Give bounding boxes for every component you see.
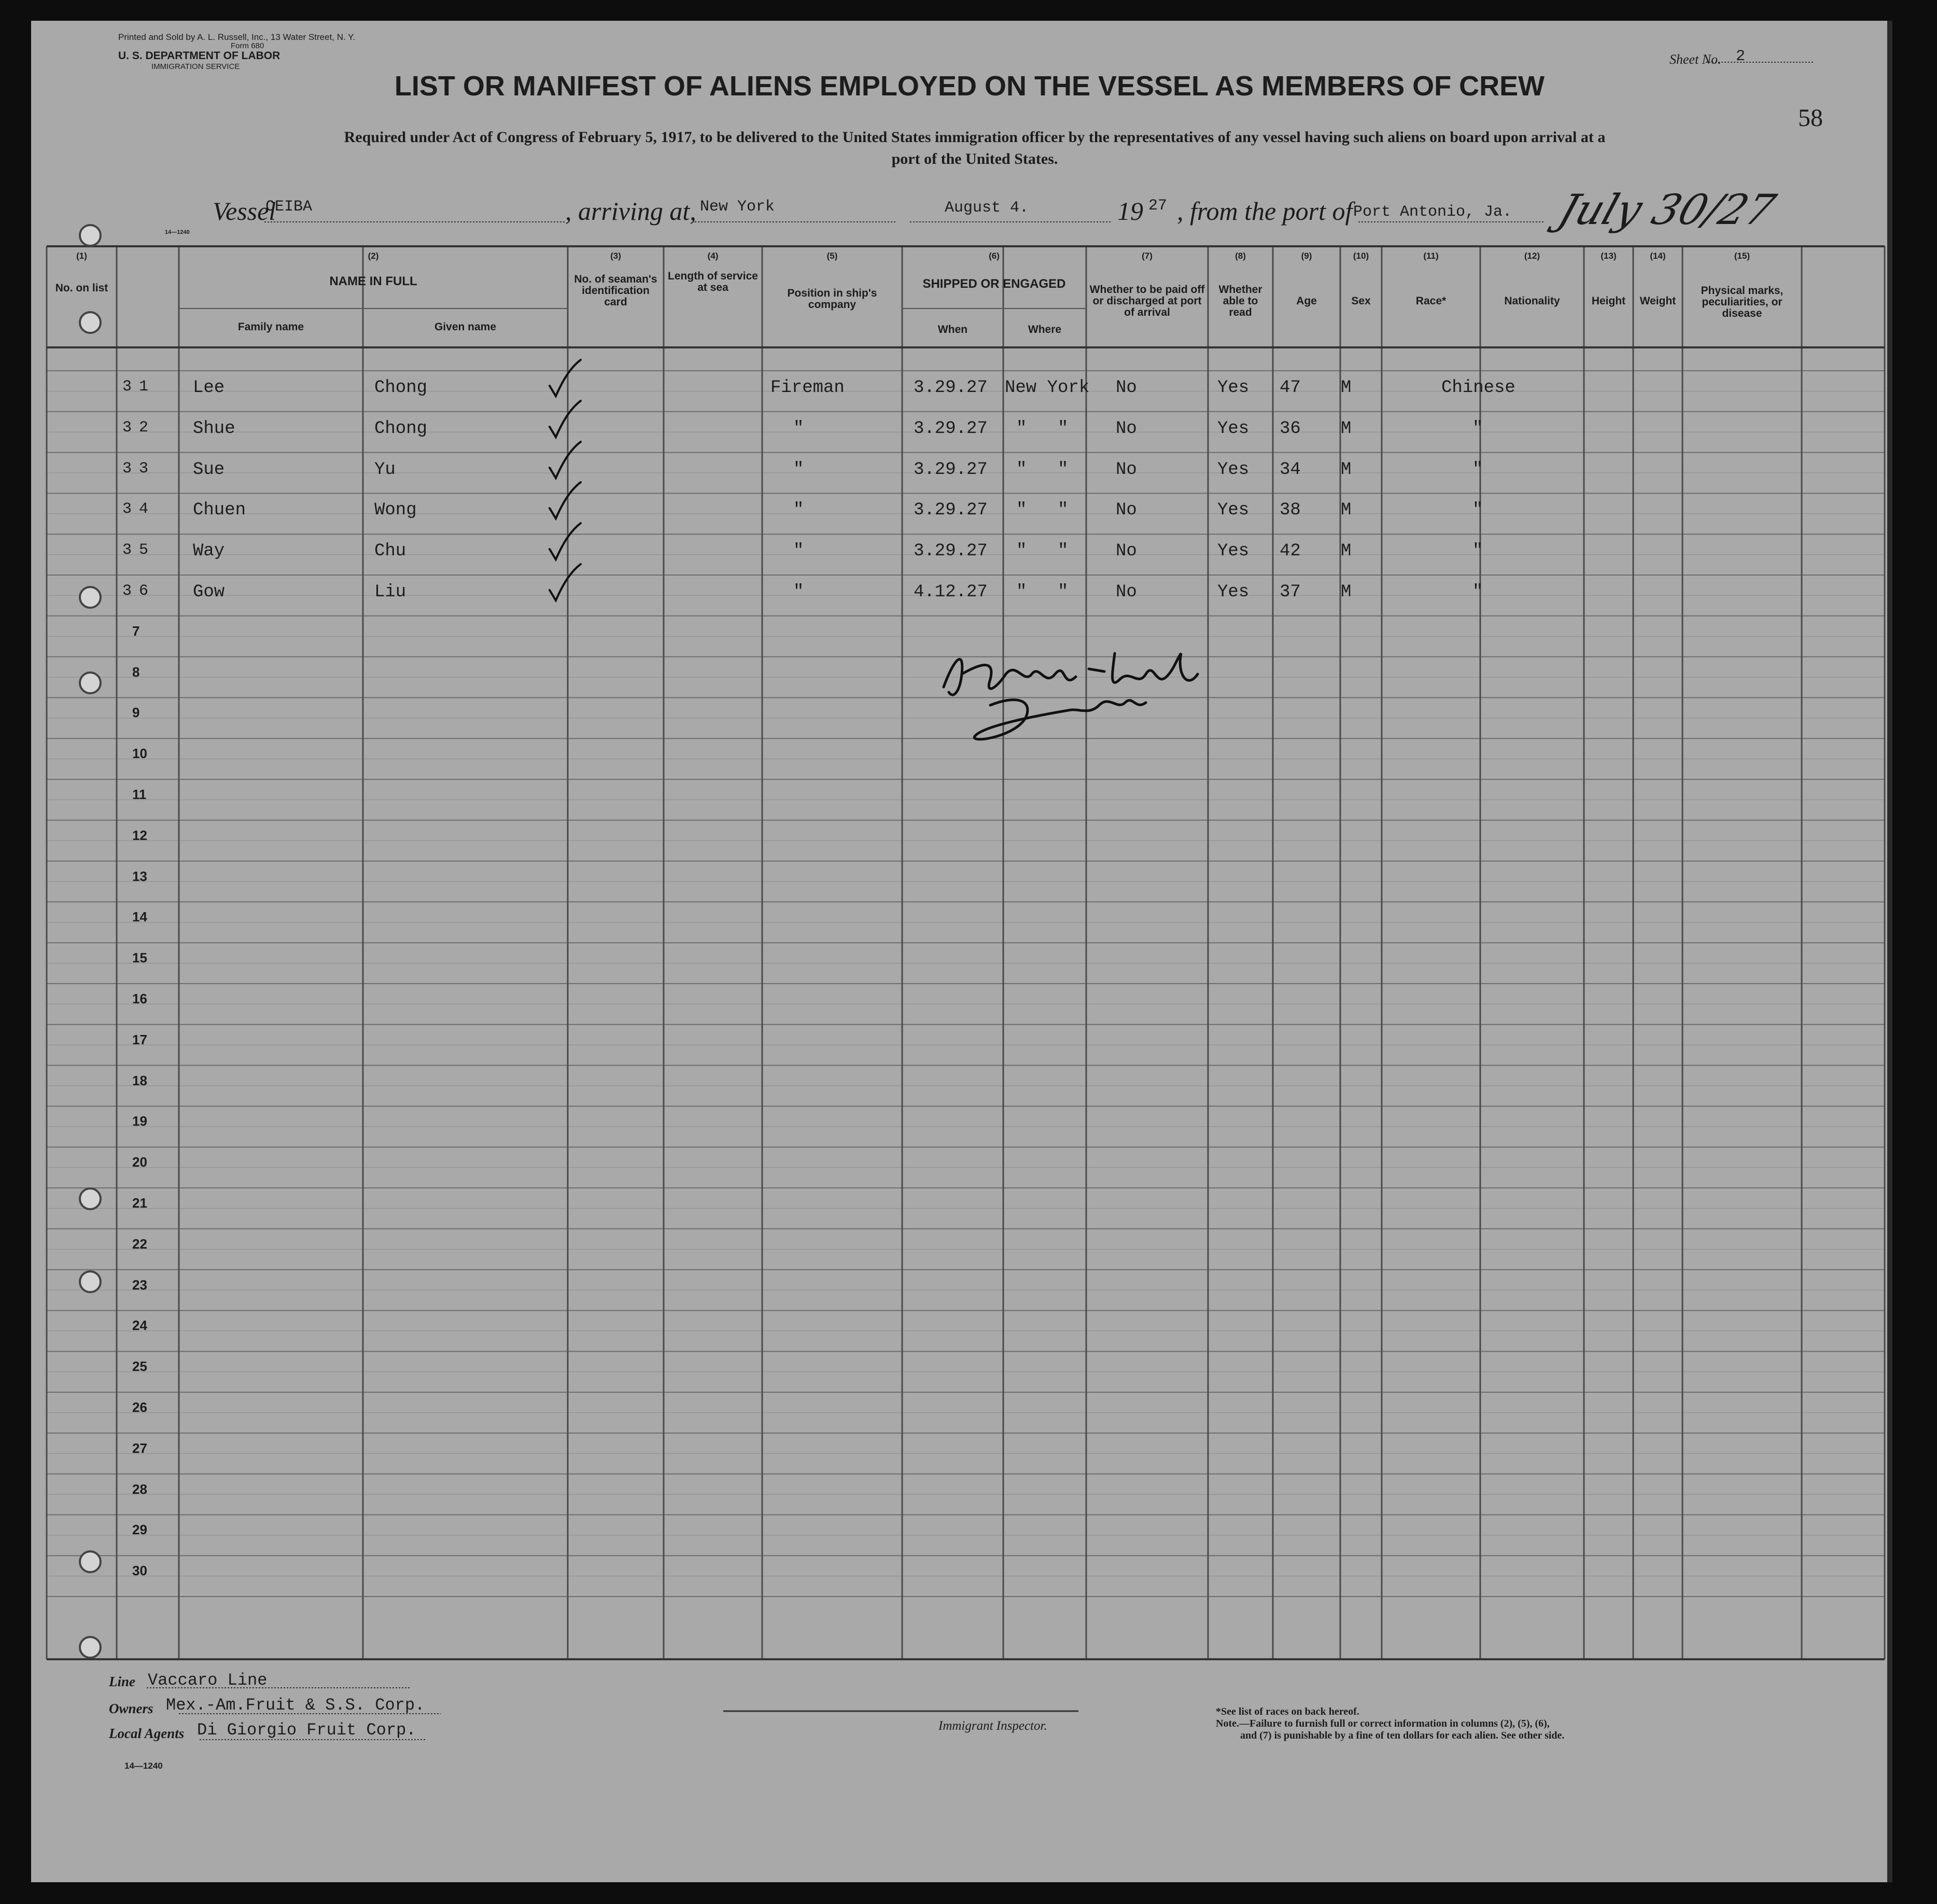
sex: M bbox=[1341, 541, 1352, 562]
header-col6-number: (6) bbox=[989, 251, 1000, 261]
family-name: Sue bbox=[193, 459, 225, 480]
check-mark-icon bbox=[544, 398, 586, 440]
header-col1: No. on list bbox=[55, 282, 108, 294]
paid-off: No bbox=[1116, 459, 1137, 480]
agents-label: Local Agents bbox=[109, 1726, 185, 1741]
paid-off: No bbox=[1116, 418, 1137, 439]
header-col8: Whether able to read bbox=[1218, 284, 1262, 319]
punch-hole-3 bbox=[79, 586, 102, 609]
empty-row-number: 8 bbox=[132, 664, 140, 680]
sex: M bbox=[1341, 459, 1352, 480]
header-col10-number: (10) bbox=[1353, 251, 1369, 261]
given-name: Chong bbox=[374, 418, 428, 439]
header-col2-number: (2) bbox=[368, 251, 379, 261]
age: 38 bbox=[1280, 500, 1301, 521]
empty-row-number: 21 bbox=[132, 1195, 147, 1211]
race: " bbox=[1472, 459, 1483, 480]
line-value: Vaccaro Line bbox=[148, 1671, 268, 1690]
header-col9: Age bbox=[1296, 295, 1317, 307]
printer-credit: Printed and Sold by A. L. Russell, Inc., 13 Water Street, N. Y. bbox=[118, 32, 356, 42]
punch-hole-4 bbox=[79, 671, 102, 694]
empty-row-number: 30 bbox=[132, 1563, 147, 1579]
able-to-read: Yes bbox=[1217, 541, 1250, 562]
empty-row-number: 24 bbox=[132, 1318, 147, 1334]
row-list-prefix: 3 bbox=[122, 500, 132, 519]
agents-value: Di Giorgio Fruit Corp. bbox=[197, 1720, 416, 1740]
arriving-port: New York bbox=[700, 198, 775, 216]
header-col12-number: (12) bbox=[1524, 251, 1540, 261]
departure-date-handwritten: July 30/27 bbox=[1552, 186, 1781, 234]
row-number: 5 bbox=[139, 541, 149, 559]
row-list-prefix: 3 bbox=[122, 459, 132, 478]
subtitle-line-1: Required under Act of Congress of February 5, 1917, to be delivered to the United States immigration officer by the representatives of any vessel having such aliens on board upon arrival at a bbox=[344, 129, 1606, 146]
race: " bbox=[1472, 541, 1483, 562]
row-number: 2 bbox=[139, 418, 149, 437]
header-col14-number: (14) bbox=[1650, 251, 1666, 261]
given-name: Yu bbox=[374, 459, 396, 480]
header-col9-number: (9) bbox=[1301, 251, 1312, 261]
able-to-read: Yes bbox=[1217, 459, 1250, 480]
row-number: 6 bbox=[139, 582, 149, 600]
subtitle-line-2: port of the United States. bbox=[891, 150, 1058, 167]
year-suffix: 27 bbox=[1148, 197, 1168, 215]
shipped-where-a: " bbox=[1016, 500, 1027, 521]
inspector-label: Immigrant Inspector. bbox=[938, 1719, 1047, 1733]
check-mark-icon bbox=[544, 480, 586, 521]
row-list-prefix: 3 bbox=[122, 541, 132, 559]
header-col1-number: (1) bbox=[76, 251, 87, 261]
header-col6a: When bbox=[937, 324, 968, 335]
position: " bbox=[793, 582, 804, 602]
header-col10: Sex bbox=[1351, 295, 1371, 307]
shipped-where-b: " bbox=[1058, 459, 1069, 480]
header-col11: Race* bbox=[1415, 295, 1447, 307]
empty-row-number: 25 bbox=[132, 1359, 147, 1375]
punch-hole-1 bbox=[79, 224, 102, 247]
position: " bbox=[793, 500, 804, 521]
empty-row-number: 16 bbox=[132, 991, 147, 1006]
shipped-where-a: " bbox=[1016, 459, 1027, 480]
owners-label: Owners bbox=[109, 1701, 153, 1716]
sex: M bbox=[1341, 582, 1352, 602]
row-number: 1 bbox=[139, 378, 149, 396]
punch-hole-7 bbox=[79, 1550, 102, 1573]
row-number: 4 bbox=[139, 500, 149, 519]
family-name: Shue bbox=[193, 418, 235, 439]
shipped-when: 3.29.27 bbox=[914, 378, 988, 398]
row-list-prefix: 3 bbox=[122, 582, 132, 600]
arriving-label: , arriving at, bbox=[565, 197, 696, 226]
header-col4-number: (4) bbox=[707, 251, 719, 261]
age: 37 bbox=[1280, 582, 1301, 602]
age: 36 bbox=[1280, 418, 1301, 439]
line-label: Line bbox=[109, 1674, 135, 1689]
empty-row-number: 28 bbox=[132, 1481, 147, 1497]
header-col3-number: (3) bbox=[610, 251, 621, 261]
age: 47 bbox=[1280, 378, 1301, 398]
race: " bbox=[1472, 582, 1483, 602]
empty-row-number: 23 bbox=[132, 1277, 147, 1293]
vessel-label: Vessel bbox=[213, 197, 276, 226]
sex: M bbox=[1341, 418, 1352, 439]
empty-row-number: 9 bbox=[132, 705, 140, 721]
shipped-where-a: New York bbox=[1005, 378, 1090, 398]
shipped-when: 3.29.27 bbox=[914, 418, 988, 439]
empty-row-number: 12 bbox=[132, 827, 147, 843]
empty-row-number: 19 bbox=[132, 1113, 147, 1129]
family-name: Way bbox=[193, 541, 225, 562]
position: " bbox=[793, 541, 804, 562]
shipped-when: 3.29.27 bbox=[914, 459, 988, 480]
shipped-where-a: " bbox=[1016, 541, 1027, 562]
year-prefix: 19 bbox=[1117, 197, 1143, 226]
sheet-number: 2 bbox=[1736, 48, 1746, 65]
paid-off: No bbox=[1116, 500, 1137, 521]
age: 42 bbox=[1280, 541, 1301, 562]
header-col2b: Given name bbox=[434, 321, 497, 333]
header-col7: Whether to be paid off or discharged at port of arrival bbox=[1089, 284, 1205, 319]
empty-row-number: 15 bbox=[132, 950, 147, 966]
empty-row-number: 20 bbox=[132, 1154, 147, 1170]
header-col6b: Where bbox=[1028, 324, 1062, 335]
check-mark-icon bbox=[544, 439, 586, 481]
check-mark-icon bbox=[544, 357, 586, 399]
form-code-top: 14—1240 bbox=[165, 229, 190, 235]
page-title: LIST OR MANIFEST OF ALIENS EMPLOYED ON THE VESSEL AS MEMBERS OF CREW bbox=[394, 71, 1545, 102]
note-line-2: and (7) is punishable by a fine of ten dollars for each alien. See other side. bbox=[1240, 1730, 1565, 1741]
empty-row-number: 14 bbox=[132, 909, 147, 925]
note-line-1: Note.—Failure to furnish full or correct information in columns (2), (5), (6), bbox=[1216, 1718, 1550, 1729]
punch-hole-5 bbox=[79, 1187, 102, 1210]
owners-value: Mex.-Am.Fruit & S.S. Corp. bbox=[166, 1696, 425, 1715]
check-mark-icon bbox=[544, 521, 586, 562]
shipped-where-b: " bbox=[1058, 582, 1069, 602]
sheet-label: Sheet No. bbox=[1669, 52, 1721, 67]
empty-row-number: 10 bbox=[132, 746, 147, 762]
header-col13-number: (13) bbox=[1601, 251, 1617, 261]
empty-row-number: 29 bbox=[132, 1522, 147, 1538]
age: 34 bbox=[1280, 459, 1301, 480]
arrival-date: August 4. bbox=[945, 199, 1029, 217]
empty-row-number: 27 bbox=[132, 1440, 147, 1456]
form-code-bottom: 14—1240 bbox=[124, 1761, 163, 1771]
header-col5-number: (5) bbox=[826, 251, 838, 261]
check-mark-icon bbox=[544, 562, 586, 603]
race: " bbox=[1472, 500, 1483, 521]
header-col2a: Family name bbox=[237, 321, 304, 333]
header-col4: Length of service at sea bbox=[668, 270, 758, 294]
race: " bbox=[1472, 418, 1483, 439]
shipped-where-b: " bbox=[1058, 541, 1069, 562]
position: " bbox=[793, 418, 804, 439]
family-name: Gow bbox=[193, 582, 225, 602]
paid-off: No bbox=[1116, 378, 1137, 398]
paid-off: No bbox=[1116, 541, 1137, 562]
header-col14: Weight bbox=[1639, 295, 1676, 307]
header-col12: Nationality bbox=[1504, 295, 1560, 307]
empty-row-number: 13 bbox=[132, 868, 147, 884]
shipped-when: 3.29.27 bbox=[914, 541, 988, 562]
shipped-when: 4.12.27 bbox=[914, 582, 988, 602]
signature-title bbox=[1042, 690, 1107, 723]
department-name: U. S. DEPARTMENT OF LABOR bbox=[118, 50, 280, 62]
family-name: Lee bbox=[193, 378, 225, 398]
empty-row-number: 22 bbox=[132, 1236, 147, 1252]
empty-row-number: 18 bbox=[132, 1072, 147, 1088]
given-name: Chong bbox=[374, 378, 428, 398]
shipped-when: 3.29.27 bbox=[914, 500, 988, 521]
page-number: 58 bbox=[1798, 104, 1823, 132]
row-list-prefix: 3 bbox=[122, 378, 132, 396]
from-port: Port Antonio, Ja. bbox=[1353, 203, 1512, 221]
sex: M bbox=[1341, 378, 1352, 398]
header-col3: No. of seaman's identification card bbox=[574, 273, 657, 309]
sex: M bbox=[1341, 500, 1352, 521]
able-to-read: Yes bbox=[1217, 500, 1250, 521]
header-col7-number: (7) bbox=[1142, 251, 1153, 261]
shipped-where-a: " bbox=[1016, 418, 1027, 439]
service-name: IMMIGRATION SERVICE bbox=[151, 62, 240, 71]
race: Chinese bbox=[1441, 378, 1515, 398]
shipped-where-a: " bbox=[1016, 582, 1027, 602]
paid-off: No bbox=[1116, 582, 1137, 602]
header-col11-number: (11) bbox=[1423, 251, 1439, 261]
empty-row-number: 11 bbox=[132, 787, 147, 802]
header-col6: SHIPPED OR ENGAGED bbox=[922, 277, 1066, 291]
able-to-read: Yes bbox=[1217, 378, 1250, 398]
header-col15-number: (15) bbox=[1734, 251, 1750, 261]
note-races: *See list of races on back hereof. bbox=[1216, 1706, 1359, 1717]
able-to-read: Yes bbox=[1217, 418, 1250, 439]
punch-hole-2 bbox=[79, 311, 102, 334]
header-col8-number: (8) bbox=[1235, 251, 1246, 261]
given-name: Chu bbox=[374, 541, 406, 562]
vessel-name: CEIBA bbox=[265, 198, 313, 216]
empty-row-number: 17 bbox=[132, 1031, 147, 1047]
position: " bbox=[793, 459, 804, 480]
shipped-where-b: " bbox=[1058, 418, 1069, 439]
header-col5: Position in ship's company bbox=[787, 287, 877, 311]
family-name: Chuen bbox=[193, 500, 246, 521]
row-list-prefix: 3 bbox=[122, 418, 132, 437]
header-col15: Physical marks, peculiarities, or disease bbox=[1701, 285, 1784, 320]
able-to-read: Yes bbox=[1217, 582, 1250, 602]
form-number: Form 680 bbox=[231, 41, 264, 50]
shipped-where-b: " bbox=[1058, 500, 1069, 521]
empty-row-number: 7 bbox=[132, 623, 140, 639]
empty-row-number: 26 bbox=[132, 1399, 147, 1415]
punch-hole-8 bbox=[79, 1636, 102, 1659]
given-name: Wong bbox=[374, 500, 417, 521]
row-number: 3 bbox=[139, 459, 149, 478]
punch-hole-6 bbox=[79, 1270, 102, 1293]
given-name: Liu bbox=[374, 582, 406, 602]
header-col2: NAME IN FULL bbox=[329, 274, 417, 288]
position: Fireman bbox=[770, 378, 845, 398]
header-col13: Height bbox=[1591, 295, 1626, 307]
from-port-label: , from the port of bbox=[1177, 197, 1353, 226]
